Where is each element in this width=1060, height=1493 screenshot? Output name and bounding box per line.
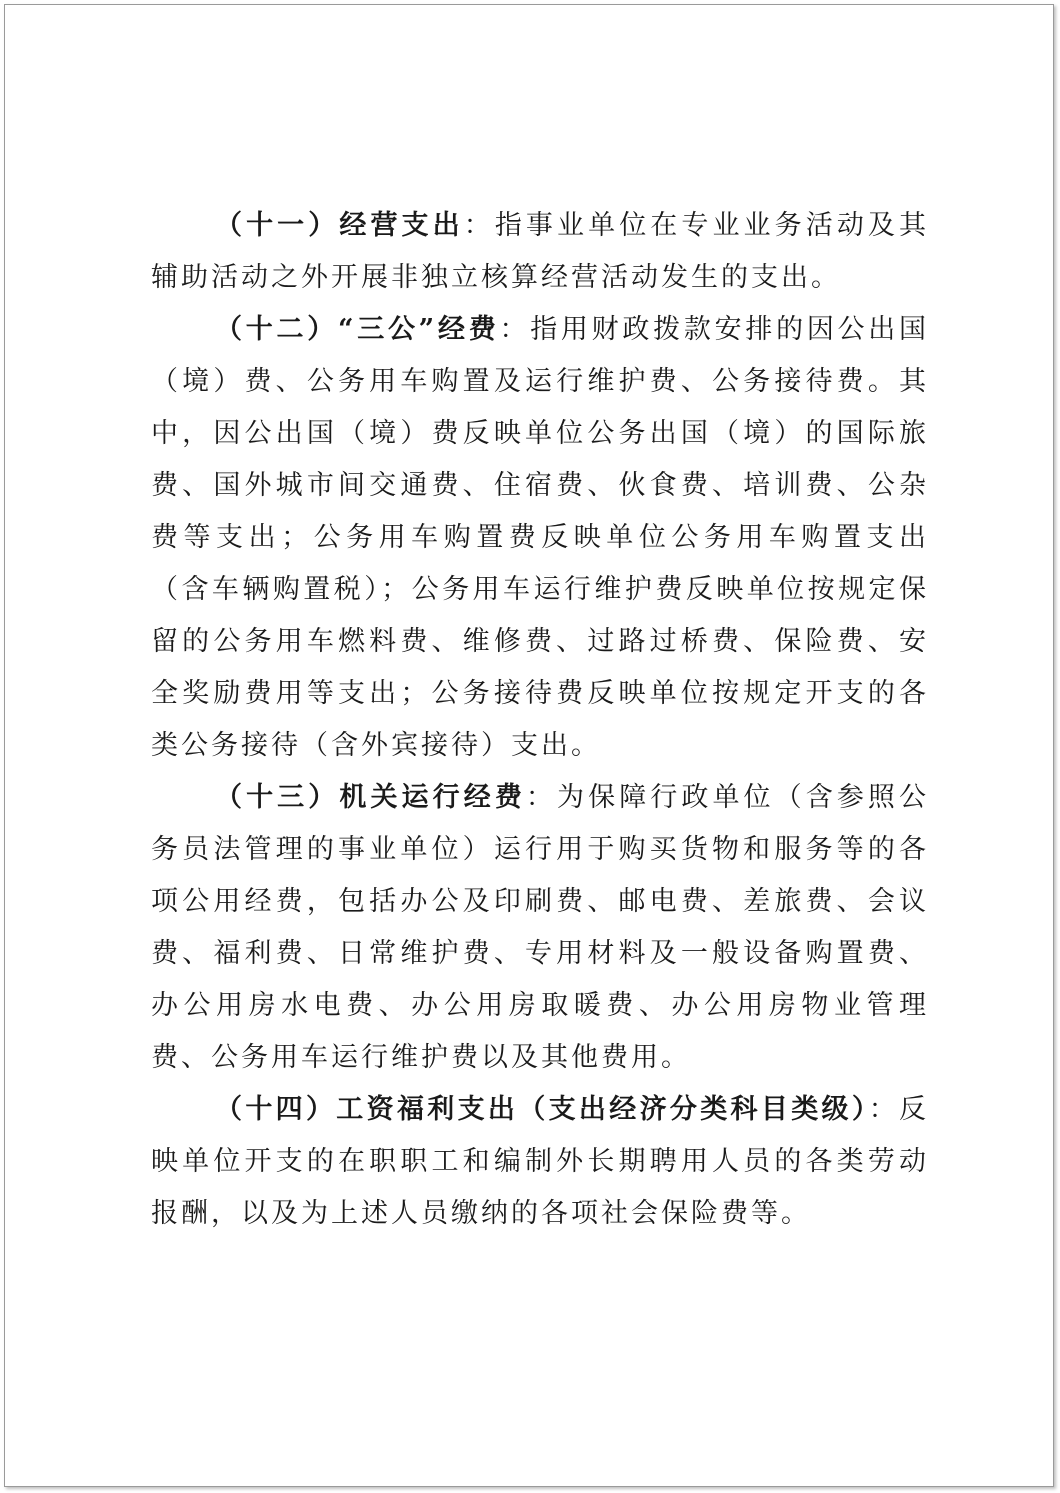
paragraph-heading: （十四）工资福利支出（支出经济分类科目类级） xyxy=(215,1094,869,1125)
paragraph-three-public-expenses xyxy=(151,304,929,772)
document-body xyxy=(151,200,929,1240)
heading-separator: ： xyxy=(525,782,558,813)
paragraph-text: 指事业单位在专业业务活动及其辅助活动之外开展非独立核算经营活动发生的支出。 xyxy=(151,210,930,293)
heading-separator: ： xyxy=(463,210,495,241)
paragraph-wages-welfare xyxy=(151,1084,929,1240)
paragraph-text: 指用财政拨款安排的因公出国（境）费、公务用车购置及运行维护费、公务接待费。其中，因公出国（境）费反映单位公务出国（境）的国际旅费、国外城市间交通费、住宿费、伙食费、培训费、公杂费等支出；公务用车购置费反映单位公务用车购置支出（含车辆购置税）；公务用车运行维护费反映单位按规定保留的公务用车燃料费、维修费、过路过桥费、保险费、安全奖励费用等支出；公务接待费反映单位按规定开支的各类公务接待（含外宾接待）支出。 xyxy=(151,314,930,761)
paragraph-text: 为保障行政单位（含参照公务员法管理的事业单位）运行用于购买货物和服务等的各项公用经费，包括办公及印刷费、邮电费、差旅费、会议费、福利费、日常维护费、专用材料及一般设备购置费、办公用房水电费、办公用房取暖费、办公用房物业管理费、公务用车运行维护费以及其他费用。 xyxy=(151,782,930,1073)
document-page xyxy=(4,4,1054,1487)
paragraph-operating-expenditure xyxy=(151,200,929,304)
heading-separator: ： xyxy=(499,314,531,345)
paragraph-heading: （十一）经营支出 xyxy=(215,210,464,241)
paragraph-heading: （十二）“三公”经费 xyxy=(215,314,500,345)
paragraph-heading: （十三）机关运行经费 xyxy=(215,782,526,813)
heading-separator: ： xyxy=(868,1094,900,1125)
paragraph-agency-operating-funds xyxy=(151,772,929,1084)
paragraph-text: 反映单位开支的在职职工和编制外长期聘用人员的各类劳动报酬，以及为上述人员缴纳的各项社会保险费等。 xyxy=(151,1094,930,1229)
